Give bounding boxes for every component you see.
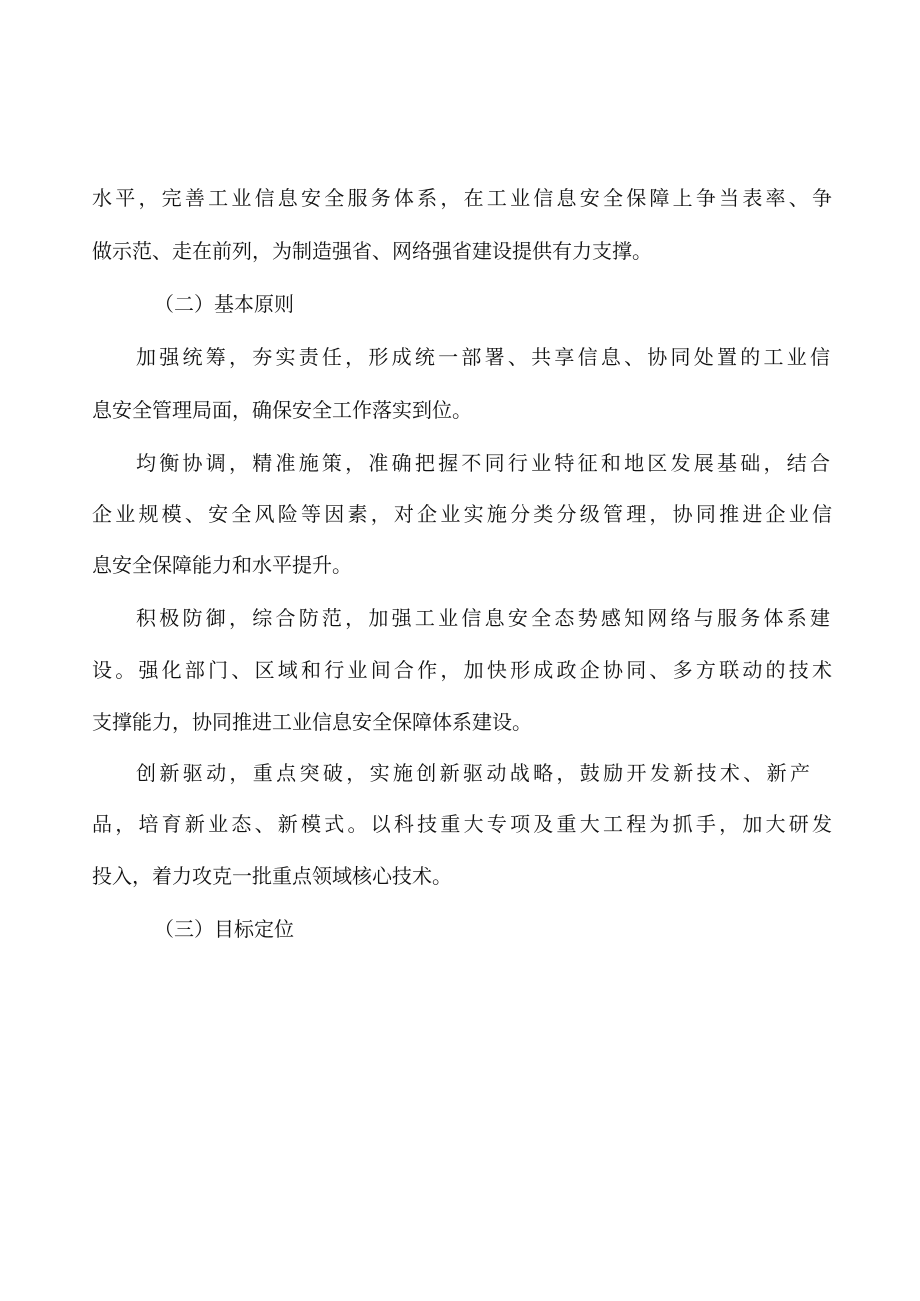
text-line: 支撑能力，协同推进工业信息安全保障体系建设。	[92, 710, 532, 734]
text-line: 企业规模、安全风险等因素，对企业实施分类分级管理，协同推进企业信	[92, 502, 832, 526]
text-line: 均衡协调，精准施策，准确把握不同行业特征和地区发展基础，结合	[136, 451, 830, 475]
text-line: 投入，着力攻克一批重点领域核心技术。	[92, 864, 452, 888]
text-line: 积极防御，综合防范，加强工业信息安全态势感知网络与服务体系建	[136, 606, 830, 630]
text-line: 加强统筹，夯实责任，形成统一部署、共享信息、协同处置的工业信	[136, 345, 830, 369]
text-line: 水平，完善工业信息安全服务体系，在工业信息安全保障上争当表率、争	[92, 186, 832, 210]
text-line: 品，培育新业态、新模式。以科技重大专项及重大工程为抓手，加大研发	[92, 812, 832, 836]
text-line: 创新驱动，重点突破，实施创新驱动战略，鼓励开发新技术、新产	[136, 761, 810, 785]
text-line: 做示范、走在前列，为制造强省、网络强省建设提供有力支撑。	[92, 239, 652, 263]
text-line: 息安全保障能力和水平提升。	[92, 553, 352, 577]
section-heading-basic-principles: （二）基本原则	[154, 292, 294, 316]
text-line: 息安全管理局面，确保安全工作落实到位。	[92, 398, 472, 422]
section-heading-target-positioning: （三）目标定位	[154, 917, 294, 941]
text-line: 设。强化部门、区域和行业间合作，加快形成政企协同、多方联动的技术	[92, 658, 832, 682]
